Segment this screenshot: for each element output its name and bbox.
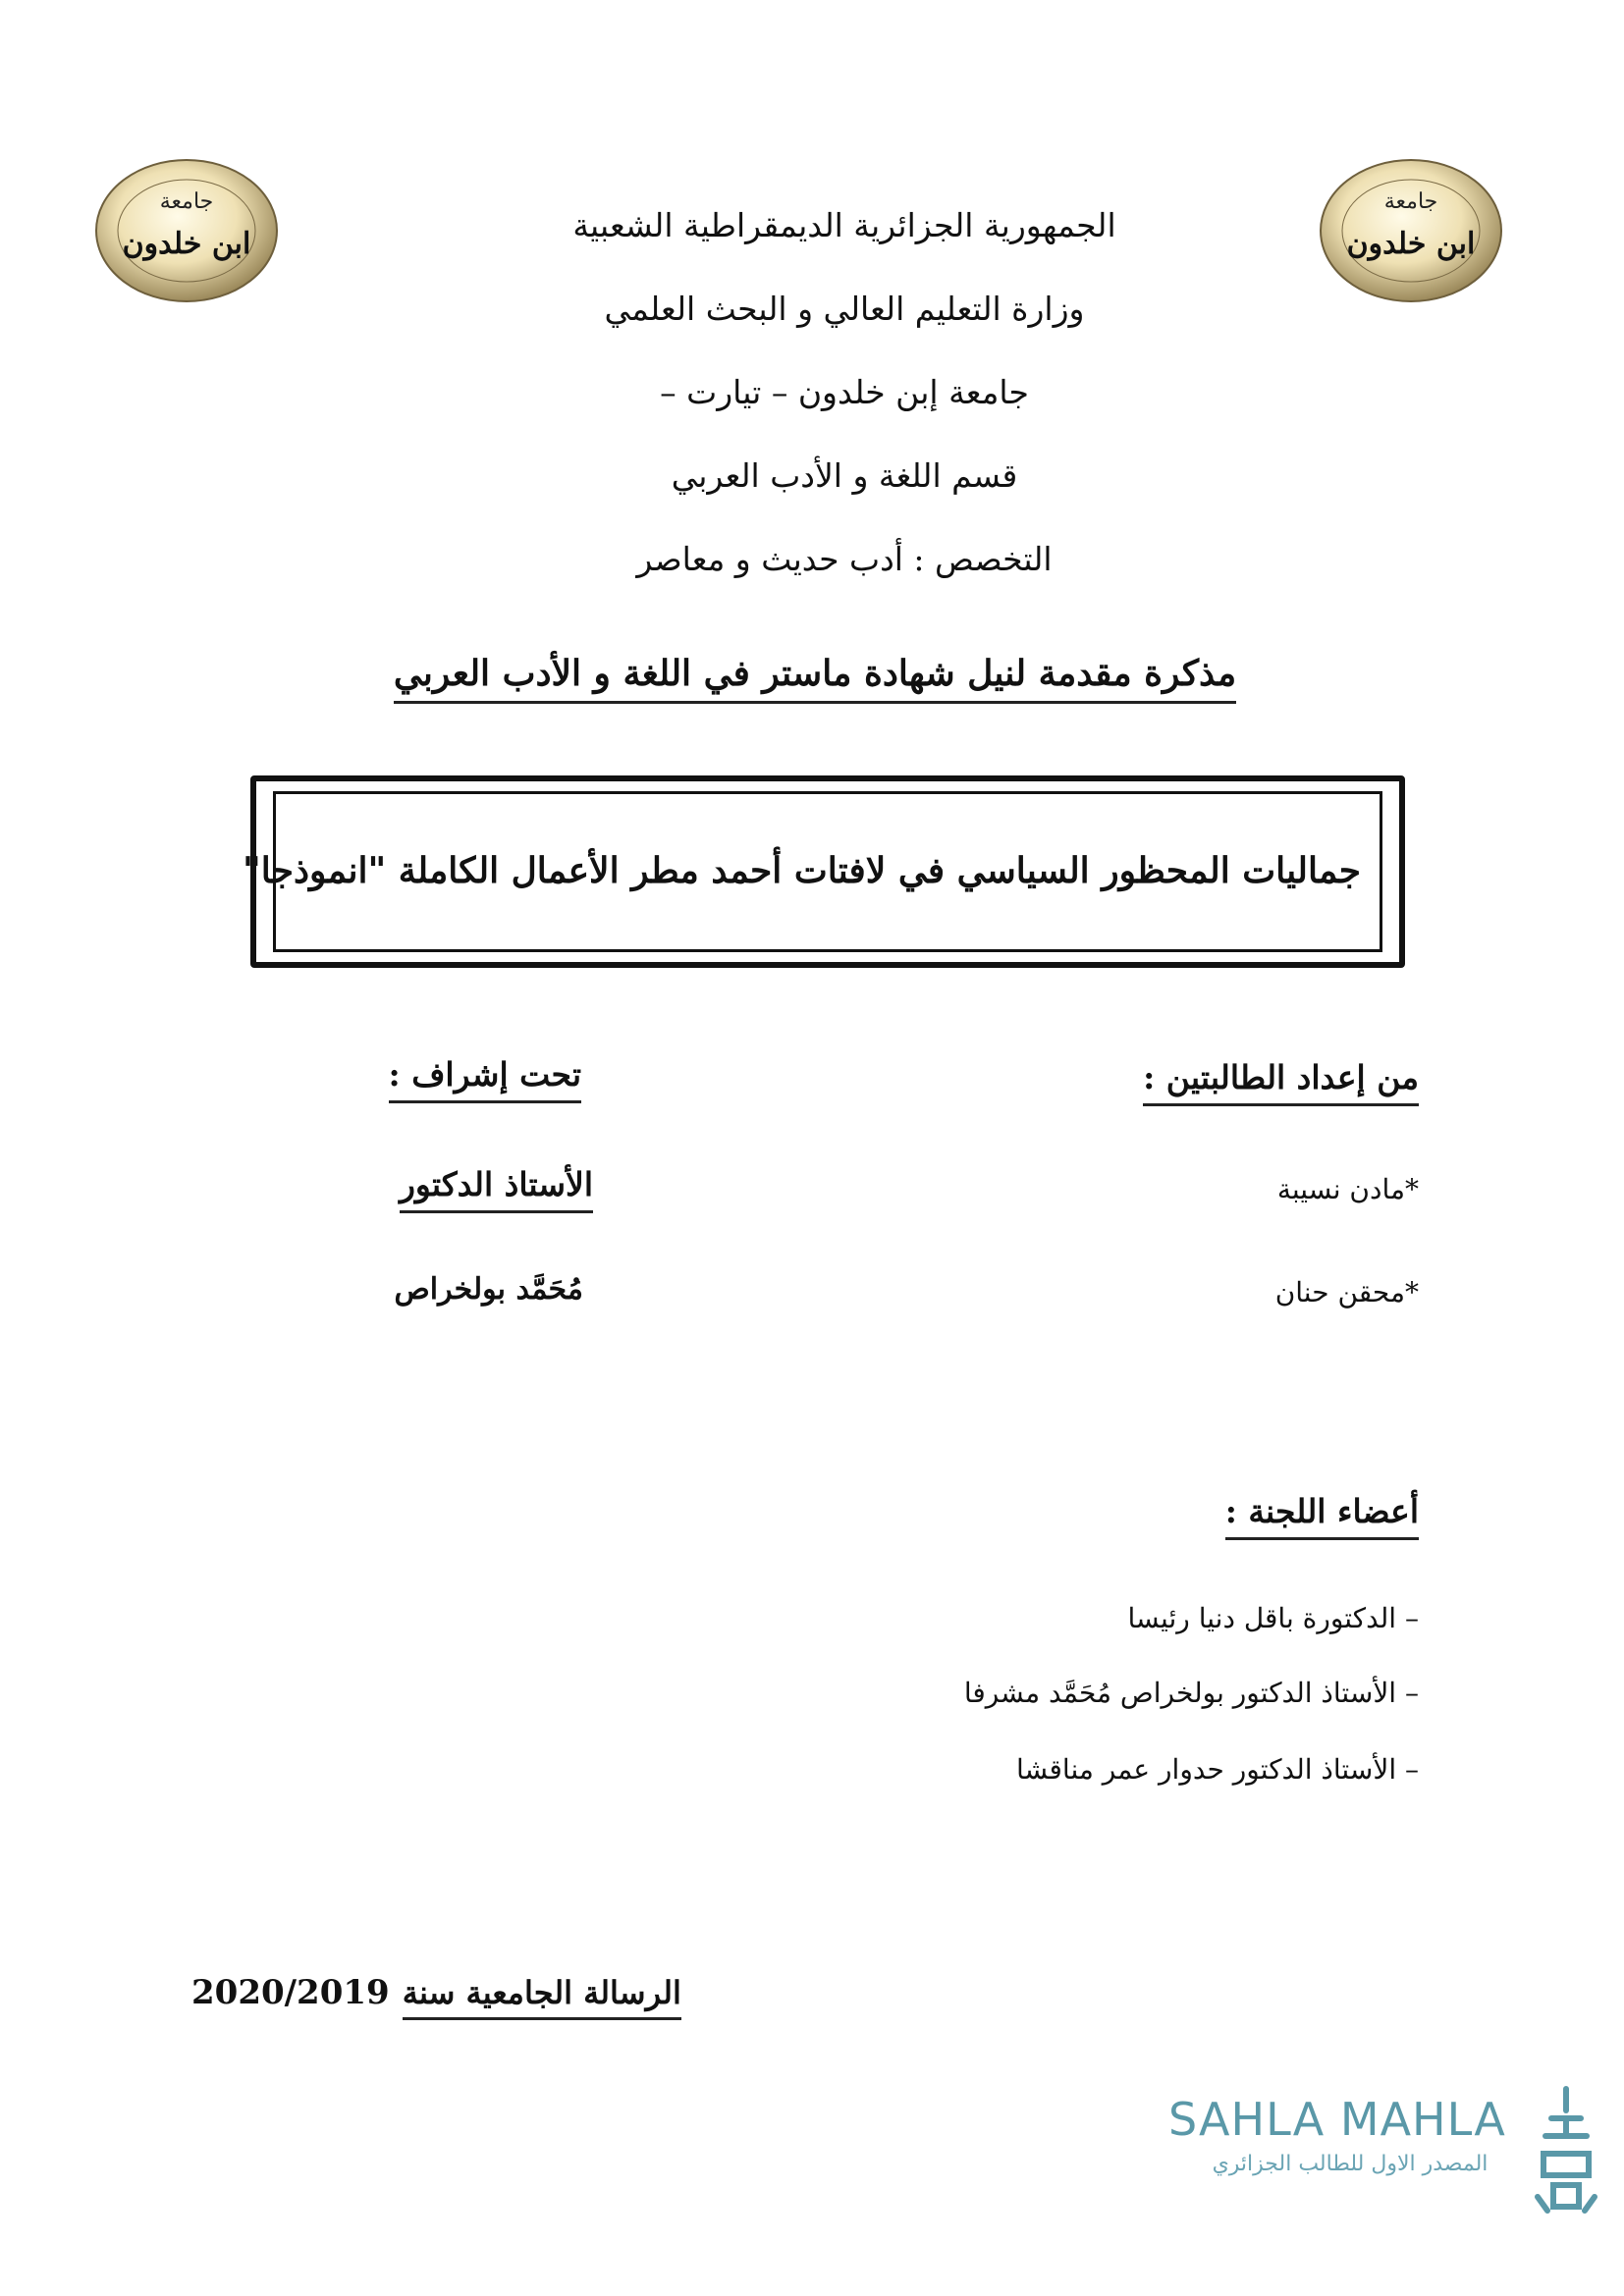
- republic-line: الجمهورية الجزائرية الديمقراطية الشعبية: [572, 206, 1116, 244]
- sahla-mahla-logo-icon: [1534, 2081, 1598, 2218]
- department-line: قسم اللغة و الأدب العربي: [671, 456, 1018, 495]
- seal-top-text: جامعة: [1383, 189, 1438, 214]
- supervisor-rank: الأستاذ الدكتور: [400, 1165, 593, 1213]
- supervisor-name: مُحَمَّد بولخراص: [394, 1272, 583, 1307]
- committee-heading: أعضاء اللجنة :: [1225, 1492, 1419, 1540]
- academic-year: [191, 1973, 681, 2020]
- seal-main-text: ابن خلدون: [122, 227, 251, 261]
- university-seal-left: [93, 157, 280, 304]
- university-line: جامعة إبن خلدون – تيارت –: [660, 373, 1029, 411]
- sahla-mahla-watermark: [1168, 2081, 1600, 2228]
- supervisor-heading: تحت إشراف :: [389, 1055, 581, 1103]
- committee-member-2: – الأستاذ الدكتور بولخراص مُحَمَّد مشرفا: [963, 1677, 1419, 1709]
- watermark-brand: SAHLA MAHLA: [1168, 2093, 1506, 2146]
- thesis-title: جماليات المحظور السياسي في لافتات أحمد مطر الأعمال الكاملة "انموذجا": [243, 850, 1361, 891]
- committee-member-1: – الدكتورة باقل دنيا رئيسا: [1127, 1602, 1419, 1634]
- seal-top-text: جامعة: [159, 189, 214, 214]
- committee-member-3: – الأستاذ الدكتور حدوار عمر مناقشا: [1016, 1753, 1419, 1786]
- year-label: الرسالة الجامعية سنة: [403, 1974, 681, 2020]
- watermark-tagline: المصدر الاول للطالب الجزائري: [1212, 2152, 1489, 2176]
- student-name-1: *مادن نسيبة: [1276, 1173, 1419, 1205]
- ministry-line: وزارة التعليم العالي و البحث العلمي: [604, 290, 1085, 328]
- students-heading: من إعداد الطالبتين :: [1143, 1058, 1419, 1106]
- seal-main-text: ابن خلدون: [1346, 227, 1476, 261]
- university-seal-right: [1318, 157, 1504, 304]
- specialty-line: التخصص : أدب حديث و معاصر: [636, 540, 1053, 578]
- thesis-purpose: مذكرة مقدمة لنيل شهادة ماستر في اللغة و الأدب العربي: [394, 653, 1236, 704]
- student-name-2: *محقن حنان: [1274, 1276, 1419, 1308]
- year-value: 2020/2019: [191, 1973, 390, 2012]
